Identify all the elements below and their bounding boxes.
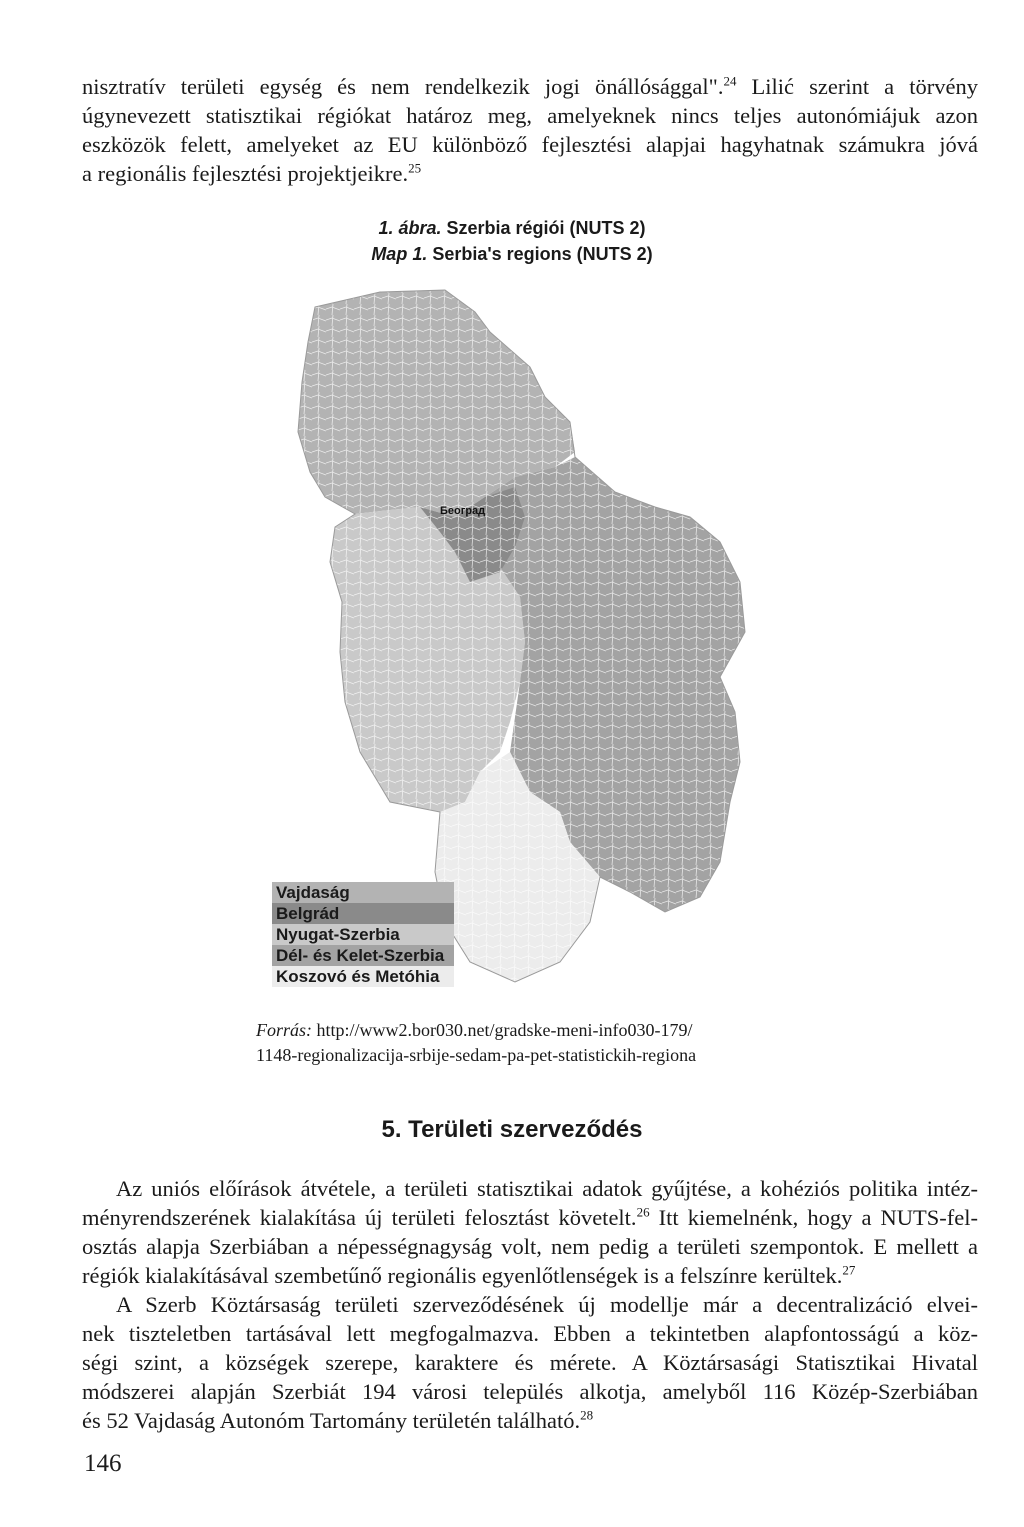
intro-line-3: eszközök felett, amelyeket az EU különböző fejlesztési alapjai hagyhatnak számukra jóvá [82, 132, 978, 157]
map-legend [272, 882, 454, 987]
p2-line-5: és 52 Vajdaság Autonóm Tartomány területén található.$^{28}$ [82, 1407, 594, 1433]
legend-item-south-east-serbia: Dél- és Kelet-Szerbia [272, 945, 454, 966]
p1-line-3: osztás alapja Szerbiában a népességnagyság volt, nem pedig a területi szempontok. E mellett a [82, 1234, 978, 1259]
intro-line-4: a regionális fejlesztési projektjeikre.$^{25}$ [82, 160, 422, 186]
legend-item-belgrade: Belgrád [272, 903, 454, 924]
legend-item-west-serbia: Nyugat-Szerbia [272, 924, 454, 945]
intro-line-2: úgynevezett statisztikai régiókat határoz meg, amelyeknek nincs teljes autonómiájuk azon [82, 103, 978, 128]
municipality-texture [298, 290, 745, 982]
intro-line-1: nisztratív területi egység és nem rendelkezik jogi önállósággal".$^{24}$ Lilić szerint a törvény [82, 73, 978, 99]
p2-line-2: nek tiszteletben tartásával lett megfogalmazva. Ebben a tekintetben alapfontosságú a köz- [82, 1321, 978, 1346]
paragraph-1 [82, 1174, 978, 1290]
p1-line-1: Az uniós előírások átvétele, a területi statisztikai adatok gyűjtése, a kohéziós politika intéz- [116, 1176, 978, 1201]
legend-item-kosovo: Koszovó és Metóhia [272, 966, 454, 987]
page-number: 146 [84, 1450, 122, 1477]
section-heading: 5. Területi szerveződés [381, 1116, 643, 1143]
p2-line-4: módszerei alapján Szerbiát 194 városi település alkotja, amelyből 116 Közép-Szerbiában [82, 1379, 978, 1404]
p2-line-3: ségi szint, a községek szerepe, karaktere és mérete. A Köztársasági Statisztikai Hivatal [82, 1350, 978, 1375]
source-url-part2: 1148-regionalizacija-srbije-sedam-pa-pet-statistickih-regiona [256, 1045, 697, 1065]
source-label: Forrás: [256, 1020, 313, 1040]
p2-line-1: A Szerb Köztársaság területi szerveződésének új modellje már a decentralizáció elvei- [116, 1292, 978, 1317]
paragraph-2 [82, 1290, 978, 1435]
intro-paragraph [82, 72, 978, 188]
p1-line-4: régiók kialakításával szembetűnő regionális egyenlőtlenségek is a felszínre kerültek.$^{27}$ [82, 1262, 856, 1288]
figure-caption-hu: 1. ábra. Szerbia régiói (NUTS 2) [378, 218, 646, 238]
source-url-part1: http://www2.bor030.net/gradske-meni-info030-179/ [312, 1020, 693, 1040]
p1-line-2: ményrendszerének kialakítása új területi felosztást követelt.$^{26}$ Itt kiemelnénk, hogy a NUTS-fel- [82, 1204, 978, 1230]
map-label-belgrade: Београд [440, 505, 486, 517]
legend-item-vojvodina: Vajdaság [272, 882, 454, 903]
figure-source [256, 1018, 696, 1068]
figure-caption-en: Map 1. Serbia's regions (NUTS 2) [371, 244, 653, 264]
